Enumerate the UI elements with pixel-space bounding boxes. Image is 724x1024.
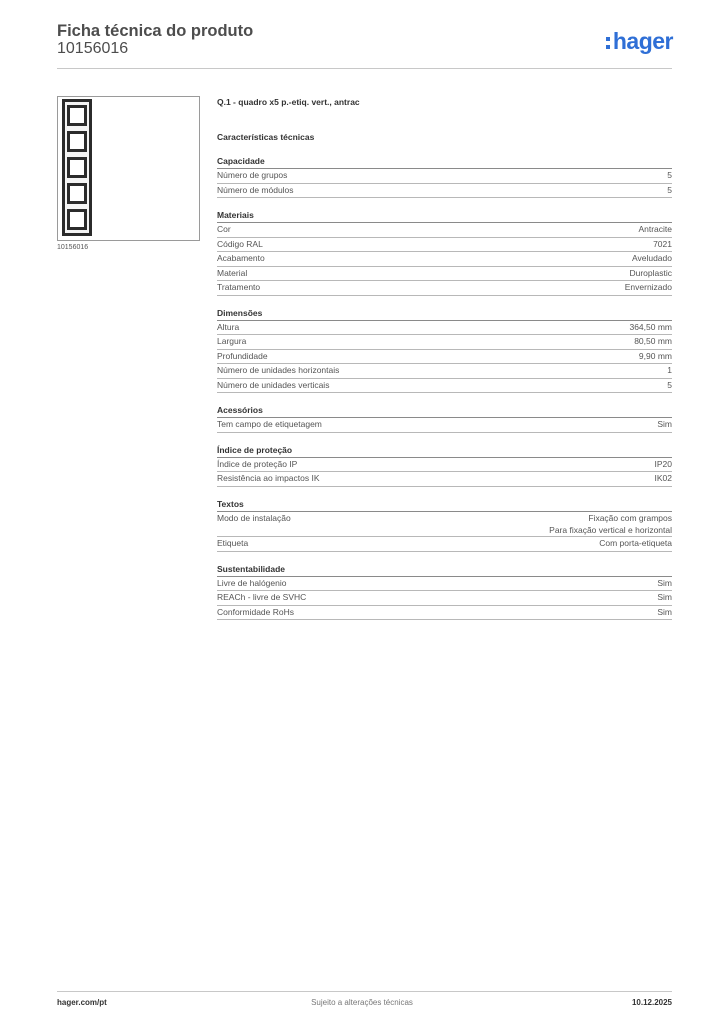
spec-value-line: Duroplastic	[629, 267, 672, 278]
spec-value	[667, 184, 672, 198]
frame-window	[67, 183, 87, 204]
spec-label: Etiqueta	[217, 538, 249, 548]
footer-notice: Sujeito a alterações técnicas	[311, 998, 413, 1007]
spec-value-line: Sim	[657, 606, 672, 617]
spec-value	[625, 281, 672, 295]
footer-date: 10.12.2025	[631, 998, 672, 1007]
spec-label: Largura	[217, 336, 247, 346]
spec-value-line: Aveludado	[631, 253, 672, 263]
spec-value-line: Com porta-etiqueta	[599, 538, 672, 548]
spec-row	[217, 281, 672, 296]
product-title: Q.1 - quadro x5 p.-etiq. vert., antrac	[217, 97, 360, 107]
spec-row	[217, 472, 672, 487]
spec-value	[638, 223, 672, 237]
spec-section	[217, 404, 672, 433]
logo-dots-icon	[606, 37, 610, 49]
spec-value-line: 7021	[653, 238, 672, 249]
frame-window	[67, 157, 87, 178]
spec-row	[217, 591, 672, 606]
spec-value-line: Sim	[657, 419, 672, 429]
spec-value-line: 9,90 mm	[638, 350, 672, 361]
spec-row	[217, 252, 672, 267]
spec-value	[653, 238, 672, 252]
spec-label: Número de grupos	[217, 170, 288, 180]
spec-value	[599, 537, 672, 551]
section-title: Acessórios	[217, 404, 672, 418]
section-title: Capacidade	[217, 155, 672, 169]
spec-value	[667, 169, 672, 183]
spec-label: Cor	[217, 224, 231, 234]
spec-row	[217, 537, 672, 552]
footer-divider	[57, 991, 672, 992]
spec-value	[632, 252, 672, 266]
spec-value	[657, 418, 672, 432]
spec-value-line: 5	[667, 379, 672, 390]
spec-label: Código RAL	[217, 238, 263, 249]
spec-section	[217, 563, 672, 621]
spec-value	[549, 512, 672, 537]
spec-label: Profundidade	[217, 350, 268, 361]
spec-label: Número de módulos	[217, 184, 294, 195]
spec-row	[217, 267, 672, 282]
frame-window	[67, 105, 87, 126]
spec-section	[217, 155, 672, 198]
spec-label: Modo de instalação	[217, 512, 291, 523]
spec-label: Altura	[217, 321, 240, 332]
spec-label: Resistência ao impactos IK	[217, 473, 320, 483]
frame-window	[67, 209, 87, 230]
spec-label: Número de unidades horizontais	[217, 365, 340, 375]
spec-value	[634, 335, 672, 349]
spec-value-line: Sim	[657, 577, 672, 588]
spec-value-line: 364,50 mm	[629, 321, 672, 332]
spec-row	[217, 379, 672, 394]
spec-value-line: Antracite	[638, 224, 672, 234]
spec-label: Conformidade RoHs	[217, 606, 295, 617]
page-title: Ficha técnica do produto	[57, 22, 254, 40]
spec-row	[217, 335, 672, 350]
section-title: Materiais	[217, 209, 672, 223]
spec-value-line: 5	[667, 170, 672, 180]
hager-logo	[606, 28, 673, 54]
spec-value	[655, 458, 673, 472]
spec-value	[639, 350, 672, 364]
spec-value	[629, 321, 672, 335]
spec-section	[217, 307, 672, 394]
section-title: Dimensões	[217, 307, 672, 321]
spec-sections	[217, 155, 672, 620]
spec-label: REACh - livre de SVHC	[217, 592, 307, 602]
spec-value-line: 5	[667, 184, 672, 195]
spec-value	[629, 267, 672, 281]
spec-value	[655, 472, 673, 486]
spec-row	[217, 350, 672, 365]
footer-website: hager.com/pt	[57, 998, 107, 1007]
spec-row	[217, 364, 672, 379]
spec-label: Tem campo de etiquetagem	[217, 419, 322, 429]
spec-value-line: 1	[667, 365, 672, 375]
spec-label: Acabamento	[217, 253, 265, 263]
spec-value	[667, 379, 672, 393]
spec-value-line: IP20	[654, 458, 672, 469]
spec-row	[217, 169, 672, 184]
spec-label: Livre de halógenio	[217, 577, 287, 588]
spec-value-line: Fixação com grampos	[588, 512, 672, 523]
spec-value	[657, 606, 672, 620]
spec-value-line: Para fixação vertical e horizontal	[549, 525, 672, 535]
product-frame-illustration	[62, 99, 92, 236]
spec-label: Índice de proteção IP	[217, 458, 298, 469]
frame-window	[67, 131, 87, 152]
specifications	[217, 95, 672, 631]
spec-row	[217, 184, 672, 199]
spec-value-line: 80,50 mm	[634, 336, 672, 346]
spec-value-line: Envernizado	[624, 282, 672, 292]
spec-value-line: IK02	[654, 473, 672, 483]
spec-section	[217, 209, 672, 296]
header-divider	[57, 68, 672, 69]
spec-row	[217, 223, 672, 238]
spec-heading: Características técnicas	[217, 132, 315, 142]
section-title: Textos	[217, 498, 672, 512]
spec-row	[217, 512, 672, 538]
spec-row	[217, 418, 672, 433]
spec-row	[217, 577, 672, 592]
spec-value	[657, 591, 672, 605]
image-caption: 10156016	[57, 244, 89, 251]
product-image	[57, 96, 200, 241]
section-title: Sustentabilidade	[217, 563, 672, 577]
logo-text: hager	[612, 28, 673, 54]
spec-row	[217, 321, 672, 336]
spec-label: Material	[217, 267, 248, 278]
spec-value	[667, 364, 672, 378]
spec-row	[217, 238, 672, 253]
spec-value	[657, 577, 672, 591]
section-title: Índice de proteção	[217, 444, 672, 458]
spec-value-line: Sim	[657, 592, 672, 602]
product-reference: 10156016	[57, 40, 129, 57]
spec-row	[217, 458, 672, 473]
spec-label: Número de unidades verticais	[217, 379, 330, 390]
spec-row	[217, 606, 672, 621]
spec-section	[217, 498, 672, 552]
spec-label: Tratamento	[217, 282, 261, 292]
spec-section	[217, 444, 672, 487]
